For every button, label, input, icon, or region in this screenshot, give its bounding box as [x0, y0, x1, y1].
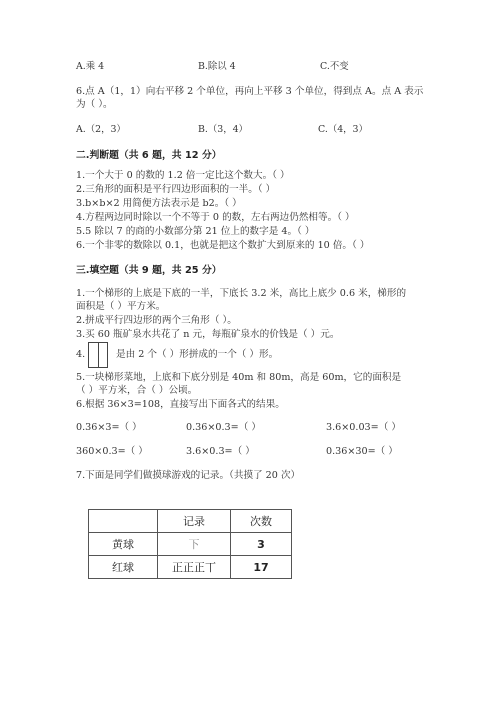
q6-line2: 为（ ）。: [76, 99, 113, 110]
calc-item: 3.6×0.03=（ ）: [326, 422, 401, 433]
q6-option-c: C.（4，3）: [318, 124, 368, 135]
calc-item: 3.6×0.3=（ ）: [186, 446, 255, 457]
calc-item: 0.36×0.3=（ ）: [186, 422, 261, 433]
judge-item-4: 4.方程两边同时除以一个不等于 0 的数，左右两边仍然相等。（ ）: [76, 212, 355, 223]
calc-item: 0.36×3=（ ）: [76, 422, 142, 433]
q6-option-a: A.（2，3）: [76, 124, 126, 135]
section3-title: 三.填空题（共 9 题，共 25 分）: [76, 265, 222, 276]
fill-q5-line2: （ ）平方米，合（ ）公顷。: [76, 385, 198, 396]
ball-record-table: [88, 509, 292, 579]
table-header-cell: 记录: [158, 510, 231, 533]
table-row: [89, 533, 292, 556]
judge-item-5: 5.5 除以 7 的商的小数部分第 21 位上的数字是 4。（ ）: [76, 226, 315, 237]
table-cell: 下: [158, 533, 231, 556]
fill-q1-line2: 面积是（ ）平方米。: [76, 301, 166, 312]
judge-item-3: 3.b×b×2 用简便方法表示是 b2。（ ）: [76, 198, 242, 209]
q5-option-b: B.除以 4: [198, 61, 236, 72]
table-cell: 3: [231, 533, 292, 556]
fill-q7: 7.下面是同学们做摸球游戏的记录。（共摸了 20 次）: [76, 470, 301, 481]
table-header-row: [89, 510, 292, 533]
table-cell: 黄球: [89, 533, 158, 556]
fill-q6: 6.根据 36×3=108，直接写出下面各式的结果。: [76, 399, 285, 410]
judge-item-6: 6.一个非零的数除以 0.1，也就是把这个数扩大到原来的 10 倍。（ ）: [76, 240, 370, 251]
table-header-cell: 次数: [231, 510, 292, 533]
fill-q2: 2.拼成平行四边形的两个三角形（ ）。: [76, 315, 237, 326]
calc-item: 360×0.3=（ ）: [76, 446, 148, 457]
q6-option-b: B.（3，4）: [198, 124, 248, 135]
table-cell: 17: [231, 556, 292, 579]
q6-line1: 6.点 A（1，1）向右平移 2 个单位，再向上平移 3 个单位，得到点 A。点 A 表示: [76, 86, 424, 97]
table-row: [89, 556, 292, 579]
table-cell: 红球: [89, 556, 158, 579]
q5-option-c: C.不变: [320, 61, 349, 72]
judge-item-2: 2.三角形的面积是平行四边形面积的一半。（ ）: [76, 184, 276, 195]
table-header-cell: [89, 510, 158, 533]
fill-q4-number: 4.: [76, 349, 86, 360]
fill-q3: 3.买 60 瓶矿泉水共花了 n 元，每瓶矿泉水的价钱是（ ）元。: [76, 329, 340, 340]
two-rectangles-figure: [88, 342, 108, 368]
q5-option-a: A.乘 4: [76, 61, 105, 72]
calc-item: 0.36×30=（ ）: [326, 446, 398, 457]
judge-item-1: 1.一个大于 0 的数的 1.2 倍一定比这个数大。（ ）: [76, 170, 290, 181]
table-cell: 正正正丅: [158, 556, 231, 579]
fill-q4-text: 是由 2 个（ ）形拼成的一个（ ）形。: [116, 349, 279, 360]
fill-q5-line1: 5.一块梯形菜地，上底和下底分别是 40m 和 80m，高是 60m，它的面积是: [76, 372, 402, 383]
section2-title: 二.判断题（共 6 题，共 12 分）: [76, 150, 222, 161]
fill-q1-line1: 1.一个梯形的上底是下底的一半，下底长 3.2 米，高比上底少 0.6 米，梯形的: [76, 288, 407, 299]
